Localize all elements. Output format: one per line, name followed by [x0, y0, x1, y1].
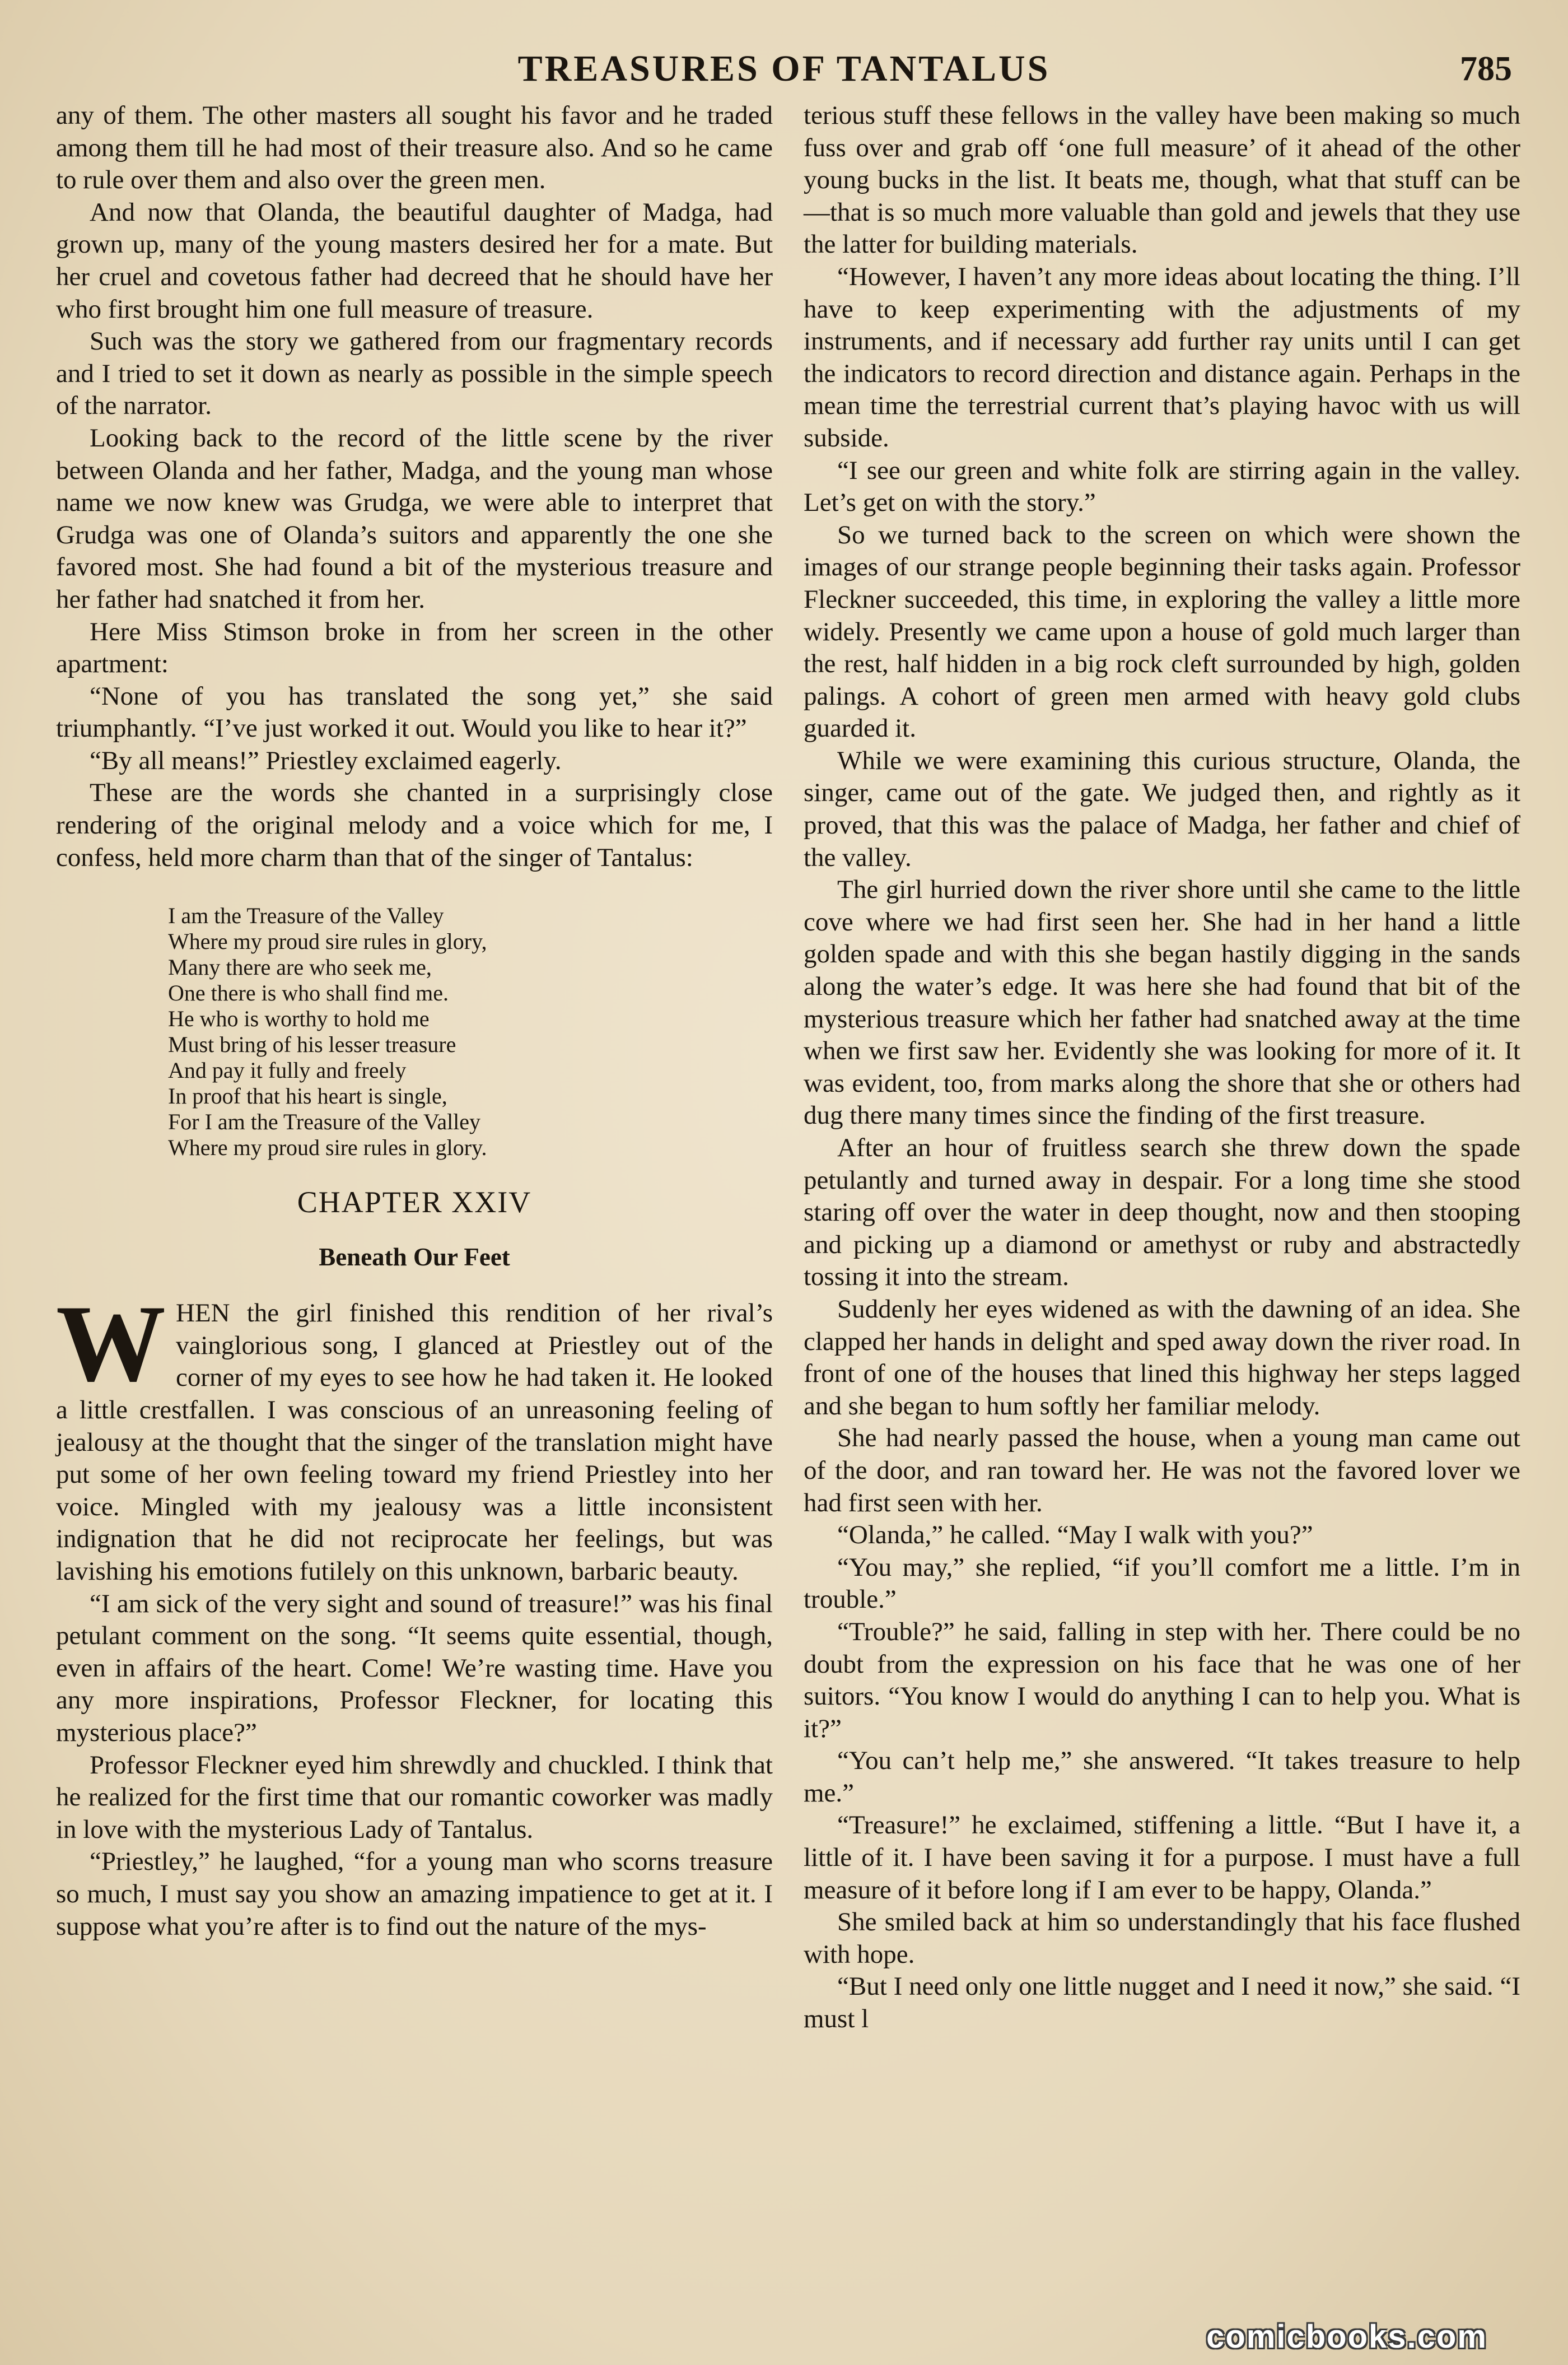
chapter-subtitle: Beneath Our Feet: [319, 1243, 510, 1272]
right-column: [804, 100, 1520, 2036]
verse-line: Must bring of his lesser treasure: [168, 1032, 456, 1058]
paragraph: “Priestley,” he laughed, “for a young man who scorns treasure so much, I must say you show an amazing impatience to get at it. I suppose what you’re after is to find out the nature of the mys-: [56, 1847, 773, 1941]
verse-line: Many there are who seek me,: [168, 955, 432, 980]
paragraph: “Treasure!” he exclaimed, stiffening a little. “But I have it, a little of it. I have been saving it for a purpose. I must have a full measure of it before long if I am ever to be happy, Olanda.”: [804, 1810, 1520, 1905]
page-header: [56, 44, 1512, 94]
verse-line: Where my proud sire rules in glory.: [168, 1135, 487, 1161]
site-watermark: comicbooks.com: [1206, 2319, 1487, 2355]
paragraph: “But I need only one little nugget and I need it now,” she said. “I must l: [804, 1972, 1520, 2034]
drop-cap: W: [56, 1283, 166, 1405]
verse-line: One there is who shall find me.: [168, 980, 449, 1006]
paragraph: Looking back to the record of the little scene by the river between Olanda and her father, Madga, and the young man whose name we now knew was Grudga, we were able to interpret that Grudga was one of Olanda’s suitors and apparently the one she favored most. She had found a bit of the mysterious treasure and her father had snatched it from her.: [56, 423, 773, 614]
page-number: 785: [1460, 50, 1512, 88]
paragraph: Here Miss Stimson broke in from her screen in the other apartment:: [56, 617, 773, 679]
paragraph: “By all means!” Priestley exclaimed eagerly.: [90, 746, 562, 775]
song-verse: [168, 903, 773, 1161]
opening-paragraph-text: HEN the girl finished this rendition of her rival’s vainglorious song, I glanced at Priestley out of the corner of my eyes to see how he had taken it. He looked a little crestfallen. I was conscious of an unreasoning feeling of jealousy at the thought that the singer of the translation might have put some of her own feeling toward my friend Priestley into her voice. Mingled with my jealousy was a little inconsistent indignation that he did not reciprocate her feelings, but was lavishing his emotions futilely on this unknown, barbaric beauty.: [56, 1298, 773, 1586]
running-title: TREASURES OF TANTALUS: [517, 48, 1051, 89]
left-column: [56, 100, 773, 1943]
verse-line: For I am the Treasure of the Valley: [168, 1109, 481, 1135]
paragraph: While we were examining this curious structure, Olanda, the singer, came out of the gate. We judged then, and rightly as it proved, that this was the palace of Madga, her father and chief of the valley.: [804, 746, 1520, 872]
paragraph: Professor Fleckner eyed him shrewdly and chuckled. I think that he realized for the first time that our romantic coworker was madly in love with the mysterious Lady of Tantalus.: [56, 1750, 773, 1844]
paragraph: And now that Olanda, the beautiful daughter of Madga, had grown up, many of the young masters desired her for a mate. But her cruel and covetous father had decreed that he should have her who first brought him one full measure of treasure.: [56, 197, 773, 324]
opening-paragraph: [56, 1283, 773, 1587]
paragraph: “Olanda,” he called. “May I walk with you?”: [837, 1520, 1313, 1550]
paragraph: “You can’t help me,” she answered. “It takes treasure to help me.”: [804, 1746, 1520, 1808]
paragraph: Suddenly her eyes widened as with the dawning of an idea. She clapped her hands in delight and sped away down the river road. In front of one of the houses that lined this highway her steps lagged and she began to hum softly her familiar melody.: [804, 1294, 1520, 1421]
paragraph: She had nearly passed the house, when a young man came out of the door, and ran toward her. He was not the favored lover we had first seen with her.: [804, 1423, 1520, 1517]
paragraph: The girl hurried down the river shore until she came to the little cove where we had first seen her. She had in her hand a little golden spade and with this she began hastily digging in the sands along the water’s edge. It was here she had found that bit of the mysterious treasure which her father had snatched away at the time when we first saw her. Evidently she was looking for more of it. It was evident, too, from marks along the shore that she or others had dug there many times since the finding of the first treasure.: [804, 875, 1520, 1130]
paragraph: She smiled back at him so understandingly that his face flushed with hope.: [804, 1907, 1520, 1969]
paragraph: Such was the story we gathered from our fragmentary records and I tried to set it down as nearly as possible in the simple speech of the narrator.: [56, 327, 773, 421]
paragraph: These are the words she chanted in a surprisingly close rendering of the original melody and a voice which for me, I confess, held more charm than that of the singer of Tantalus:: [56, 778, 773, 872]
verse-line: And pay it fully and freely: [168, 1058, 407, 1083]
paragraph: terious stuff these fellows in the valley have been making so much fuss over and grab off ‘one full measure’ of it ahead of the other young bucks in the list. It beats me, though, what that stuff can be—that is so much more valuable than gold and jewels that they use the latter for building materials.: [804, 101, 1520, 259]
verse-line: He who is worthy to hold me: [168, 1006, 430, 1032]
verse-line: Where my proud sire rules in glory,: [168, 929, 487, 955]
paragraph: “I see our green and white folk are stirring again in the valley. Let’s get on with the story.”: [804, 455, 1520, 518]
paragraph: “I am sick of the very sight and sound of treasure!” was his final petulant comment on the song. “It seems quite essential, though, even in affairs of the heart. Come! We’re wasting time. Have you any more inspirations, Professor Fleckner, for locating this mysterious place?”: [56, 1589, 773, 1747]
paragraph: “None of you has translated the song yet,” she said triumphantly. “I’ve just worked it out. Would you like to hear it?”: [56, 681, 773, 743]
paragraph: So we turned back to the screen on which were shown the images of our strange people beginning their tasks again. Professor Fleckner succeeded, this time, in exploring the valley a little more widely. Presently we came upon a house of gold much larger than the rest, half hidden in a big rock cleft surrounded by high, golden palings. A cohort of green men armed with heavy gold clubs guarded it.: [804, 520, 1520, 743]
verse-line: In proof that his heart is single,: [168, 1083, 447, 1109]
paragraph: “However, I haven’t any more ideas about locating the thing. I’ll have to keep experimenting with the adjustments of my instruments, and if necessary add further ray units until I can get the indicators to record direction and distance again. Perhaps in the mean time the terrestrial current that’s playing havoc with us will subside.: [804, 262, 1520, 453]
paragraph: “You may,” she replied, “if you’ll comfort me a little. I’m in trouble.”: [804, 1552, 1520, 1614]
paragraph: “Trouble?” he said, falling in step with her. There could be no doubt from the expression on his face that he was one of her suitors. “You know I would do anything I can to help you. What is it?”: [804, 1617, 1520, 1743]
paragraph: After an hour of fruitless search she threw down the spade petulantly and turned away in despair. For a long time she stood staring off over the water in deep thought, now and then stooping and picking up a diamond or amethyst or ruby and abstractedly tossing it into the stream.: [804, 1133, 1520, 1292]
chapter-title: CHAPTER XXIV: [297, 1185, 532, 1219]
verse-line: I am the Treasure of the Valley: [168, 903, 444, 929]
paragraph: any of them. The other masters all sought his favor and he traded among them till he had most of their treasure also. And so he came to rule over them and also over the green men.: [56, 101, 773, 195]
